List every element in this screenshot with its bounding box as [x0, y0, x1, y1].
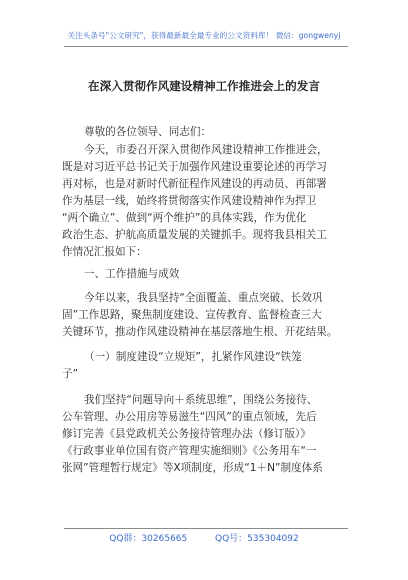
footer — [0, 531, 408, 544]
paragraph-line: “两个确立”、做到“两个维护”的具体实践，作为优化 — [62, 212, 307, 224]
paragraph-line: 公车管理、办公用房等易滋生“四风”的重点领域，先后 — [62, 411, 317, 423]
section-heading-block — [62, 266, 352, 283]
paragraph-line: 《行政事业单位国有资产管理实施细则》《公务用车“一 — [62, 445, 317, 457]
paragraph-line: 修订完善《县党政机关公务接待管理办法（修订版）》 — [62, 428, 311, 440]
section-heading: 一、工作措施与成效 — [84, 268, 180, 280]
paragraph-2 — [62, 290, 352, 341]
header-note: 关注头条号"公文研究"，获得最新最全最专业的公文资料库！ 微信：gongwenyj — [67, 31, 341, 40]
paragraph-line: 再对标，也是对新时代新征程作风建设的再动员、再部署 — [62, 178, 327, 190]
paragraph-line: 既是对习近平总书记关于加强作风建设重要论述的再学习 — [62, 161, 327, 173]
paragraph-line: 今年以来，我县坚持“全面覆盖、重点突破、长效巩 — [84, 292, 323, 304]
paragraph-line: 关键环节，推动作风建设精神在基层落地生根、开花结果。 — [62, 326, 338, 338]
salutation-block — [62, 124, 352, 141]
paragraph-line: 作为基层一线，始终将贯彻落实作风建设精神作为捍卫 — [62, 195, 317, 207]
salutation: 尊敬的各位领导、同志们： — [84, 126, 212, 138]
paragraph-line: 固”工作思路，聚焦制度建设、宣传教育、监督检查三大 — [62, 309, 322, 321]
paragraph-line: 政治生态、护航高质量发展的关键抓手。现将我县相关工 — [62, 229, 327, 241]
paragraph-line: 作情况汇报如下： — [62, 246, 147, 258]
paragraph-1 — [62, 142, 352, 261]
paragraph-line: 今天，市委召开深入贯彻作风建设精神工作推进会， — [84, 144, 328, 156]
footer-qq-group: QQ群：30265665 — [109, 534, 188, 544]
footer-divider — [64, 528, 348, 529]
subsection-line: 子” — [62, 368, 79, 380]
paragraph-line: 我们坚持“问题导向＋系统思维”，围绕公务接待、 — [84, 394, 318, 406]
header-divider — [64, 46, 348, 47]
document-title: 在深入贯彻作风建设精神工作推进会上的发言 — [88, 79, 320, 93]
paragraph-3 — [62, 392, 352, 477]
subsection-line: （一）制度建设“立规矩”，扎紧作风建设“铁笼 — [84, 351, 302, 363]
subsection-heading — [62, 349, 352, 383]
footer-qq-number: QQ号：535304092 — [215, 534, 299, 544]
paragraph-line: 张网”管理暂行规定》等X项制度，形成“1＋N”制度体系 — [62, 462, 323, 474]
